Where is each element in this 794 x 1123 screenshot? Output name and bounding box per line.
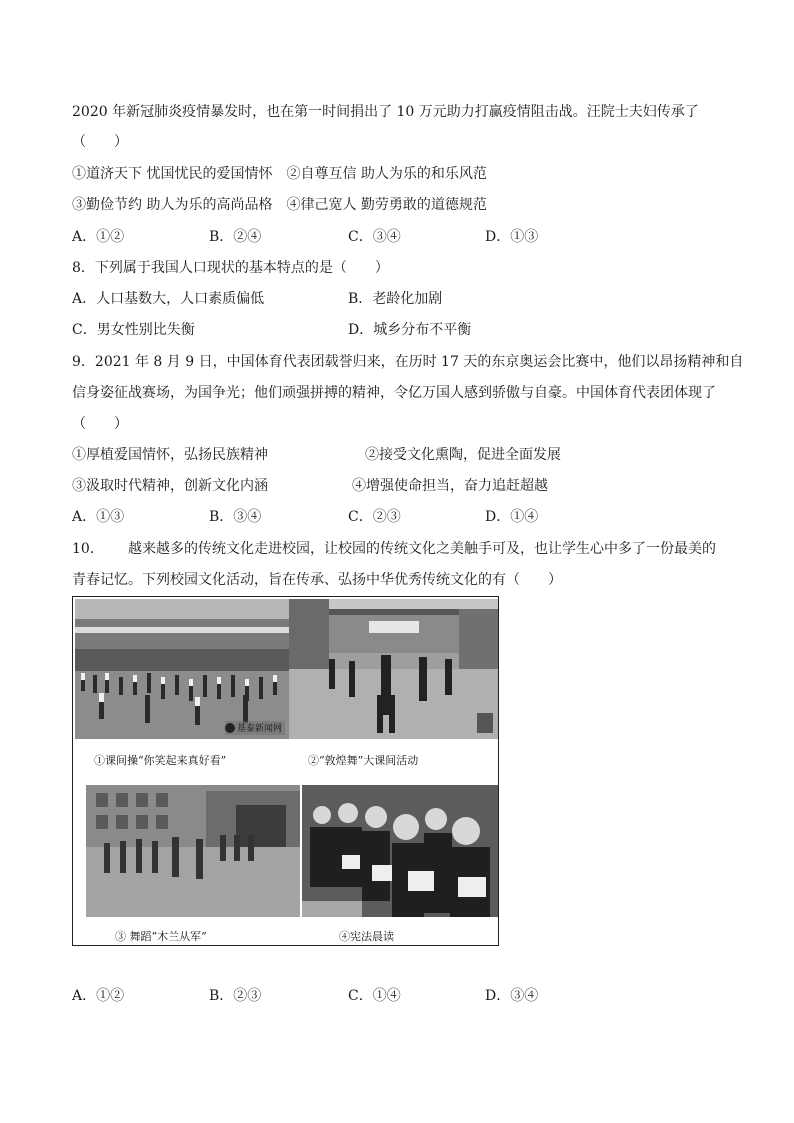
- q8-stem: 8．下列属于我国人口现状的基本特点的是（ ）: [72, 260, 389, 276]
- q10-photo-figure: [72, 596, 499, 946]
- q9-stem-line1: 9．2021 年 8 月 9 日，中国体育代表团载誉归来，在历时 17 天的东京奥运会比赛中，他们以昂扬精神和自: [72, 354, 744, 370]
- q7-statements-row1: ①道济天下 忧国忧民的爱国情怀 ②自尊互信 助人为乐的和乐风范: [72, 166, 487, 182]
- photo-watermark: 基泰新闻网: [237, 724, 283, 734]
- q7-option-d: D．①③: [485, 229, 539, 245]
- q10-stem-line2: 青春记忆。下列校园文化活动，旨在传承、弘扬中华优秀传统文化的有（ ）: [72, 572, 562, 588]
- q9-statement-1: ①厚植爱国情怀，弘扬民族精神: [72, 447, 268, 463]
- q7-option-c: C．③④: [348, 229, 401, 245]
- q9-statement-2: ②接受文化熏陶，促进全面发展: [365, 447, 561, 463]
- q9-option-b: B．③④: [209, 509, 262, 525]
- q7-stem-line: 2020 年新冠肺炎疫情暴发时，也在第一时间捐出了 10 万元助力打赢疫情阻击战。汪院士夫妇传承了: [72, 104, 699, 120]
- q8-option-d: D．城乡分布不平衡: [348, 322, 472, 338]
- q9-statement-4: ④增强使命担当，奋力追赶超越: [352, 478, 548, 494]
- q9-option-d: D．①④: [485, 509, 539, 525]
- q9-answer-bracket: （ ）: [72, 416, 128, 432]
- q7-option-a: A．①②: [72, 229, 125, 245]
- q10-option-a: A．①②: [72, 988, 125, 1004]
- q7-answer-bracket: （ ）: [72, 134, 128, 150]
- q10-option-b: B．②③: [209, 988, 262, 1004]
- q9-option-c: C．②③: [348, 509, 401, 525]
- caption-photo-1: ①课间操“你笑起来真好看”: [94, 754, 227, 767]
- photo-recess-exercise: [75, 599, 289, 739]
- q8-option-a: A．人口基数大，人口素质偏低: [72, 291, 265, 307]
- photo-constitution-reading: [302, 785, 498, 917]
- q7-statements-row2: ③勤俭节约 助人为乐的高尚品格 ④律己宽人 勤劳勇敢的道德规范: [72, 197, 487, 213]
- q10-option-c: C．①④: [348, 988, 401, 1004]
- q8-option-b: B．老龄化加剧: [348, 291, 443, 307]
- photo-dunhuang-dance: [289, 599, 498, 739]
- q10-option-d: D．③④: [485, 988, 539, 1004]
- q9-stem-line2: 信身姿征战赛场，为国争光；他们顽强拼搏的精神，令亿万国人感到骄傲与自豪。中国体育代表团体现了: [72, 385, 716, 401]
- photo-mulan-dance: [86, 785, 300, 917]
- caption-photo-3: ③ 舞蹈“木兰从军”: [115, 930, 207, 943]
- q9-statement-3: ③汲取时代精神，创新文化内涵: [72, 478, 268, 494]
- q8-option-c: C．男女性别比失衡: [72, 322, 195, 338]
- caption-photo-4: ④宪法晨读: [339, 930, 394, 943]
- q9-option-a: A．①③: [72, 509, 125, 525]
- q10-number: 10．: [72, 541, 104, 557]
- q7-option-b: B．②④: [209, 229, 262, 245]
- q10-stem-line1: 越来越多的传统文化走进校园，让校园的传统文化之美触手可及，也让学生心中多了一份最美的: [128, 541, 716, 557]
- caption-photo-2: ②“敦煌舞”大课间活动: [308, 754, 419, 767]
